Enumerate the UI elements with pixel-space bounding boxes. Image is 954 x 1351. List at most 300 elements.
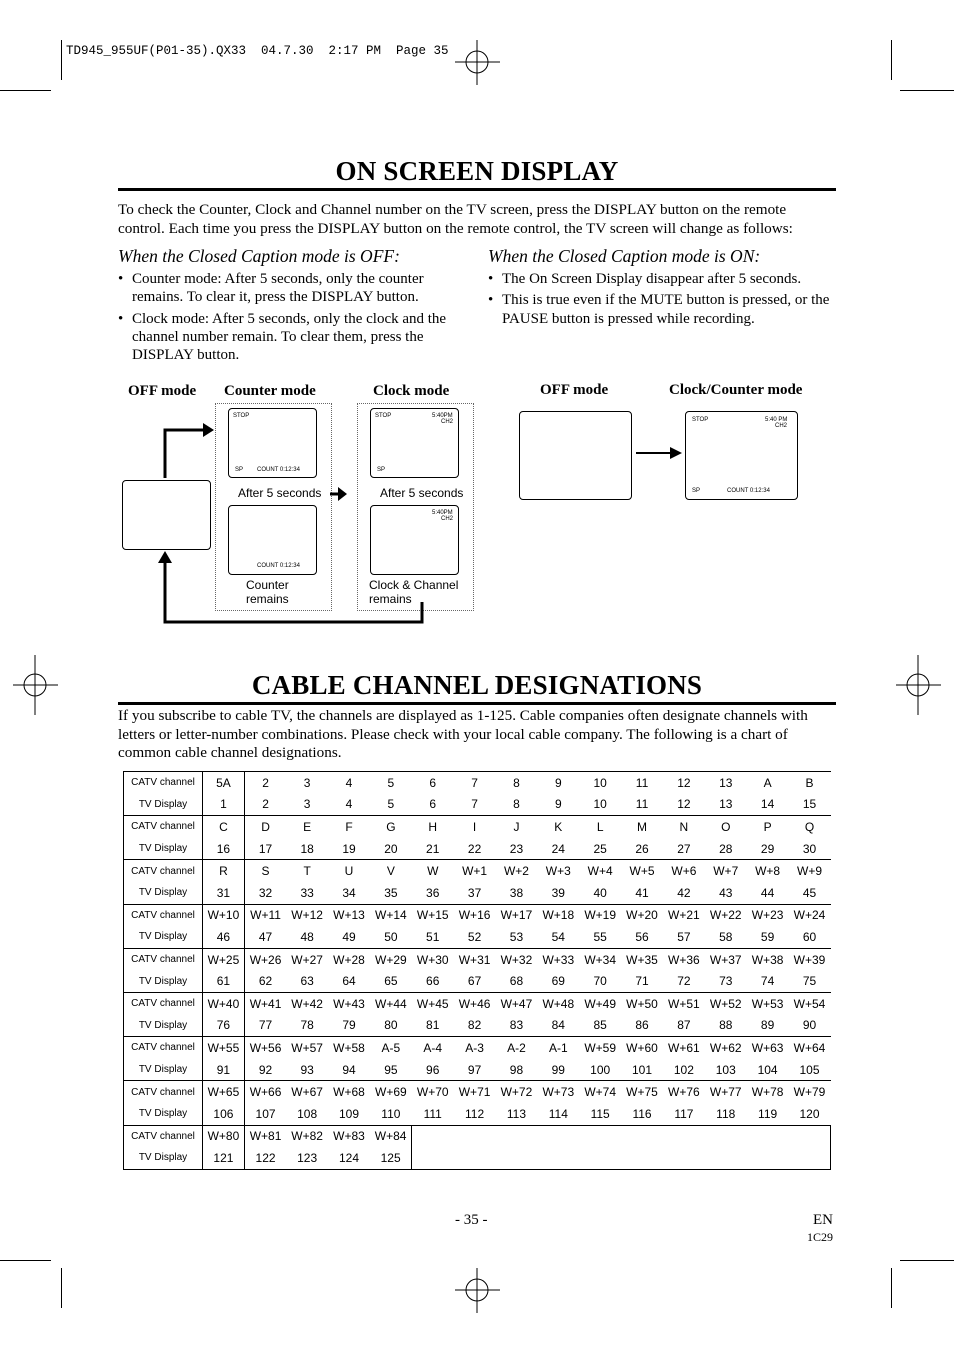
catv-channel-cell: K [537,816,579,838]
tv-display-cell: 51 [412,926,454,948]
tv-display-cell: 34 [328,882,370,904]
tv-display-cell: 81 [412,1015,454,1037]
catv-channel-cell: W+54 [789,992,831,1014]
tv-display-cell: 90 [789,1015,831,1037]
catv-channel-cell: G [370,816,412,838]
tv-display-cell: 49 [328,926,370,948]
tv-display-cell: 114 [537,1103,579,1125]
catv-channel-cell: W+27 [286,948,328,970]
clock-mode-label: Clock mode [373,383,450,399]
catv-channel-cell: W+35 [621,948,663,970]
catv-channel-cell: W+55 [203,1037,245,1059]
catv-channel-cell: O [705,816,747,838]
catv-channel-cell: W+63 [747,1037,789,1059]
tv-display-cell: 115 [579,1103,621,1125]
count-text: COUNT 0:12:34 [257,563,300,569]
arrow-right-icon [634,444,684,462]
catv-channel-cell: W+21 [663,904,705,926]
tv-display-cell: 42 [663,882,705,904]
list-item: • Clock mode: After 5 seconds, only the clock and the channel number remain. To clear them, press the DISPLAY button. [118,310,458,365]
catv-channel-cell: V [370,860,412,882]
tv-display-cell: 39 [537,882,579,904]
list-item: • This is true even if the MUTE button is pressed, or the PAUSE button is pressed while recording. [488,291,838,328]
catv-channel-cell: W+77 [705,1081,747,1103]
catv-channel-cell: W+73 [537,1081,579,1103]
tv-display-cell: 37 [454,882,496,904]
tv-display-cell: 55 [579,926,621,948]
table-row [124,904,831,926]
crop-mark [900,1260,954,1261]
sp-text: SP [692,488,701,494]
list-item: • The On Screen Display disappear after 5 seconds. [488,270,838,288]
catv-channel-cell: W+53 [747,992,789,1014]
cc-on-bullets [488,270,838,331]
tv-display-cell: 32 [244,882,286,904]
tv-display-cell: 69 [537,970,579,992]
row-header: TV Display [124,970,203,992]
catv-channel-cell: I [454,816,496,838]
tv-display-cell: 17 [244,838,286,860]
tv-display-cell: 94 [328,1059,370,1081]
catv-channel-cell: 13 [705,772,747,794]
tv-display-cell: 118 [705,1103,747,1125]
catv-channel-cell: W+43 [328,992,370,1014]
arrow-up-icon [158,551,172,563]
tv-display-cell: 24 [537,838,579,860]
catv-channel-cell: W+34 [579,948,621,970]
catv-channel-cell: P [747,816,789,838]
page-number: - 35 - [455,1212,488,1228]
tv-display-cell: 109 [328,1103,370,1125]
tv-display-cell: 16 [203,838,245,860]
table-row [124,794,831,816]
tv-display-cell: 97 [454,1059,496,1081]
count-text: COUNT 0:12:34 [257,467,300,473]
table-row [124,1103,831,1125]
tv-display-cell: 11 [621,794,663,816]
tv-display-cell: 122 [244,1147,286,1169]
catv-channel-cell: W+14 [370,904,412,926]
tv-display-cell: 76 [203,1015,245,1037]
catv-channel-cell: W+50 [621,992,663,1014]
catv-channel-cell: A-4 [412,1037,454,1059]
catv-channel-cell: W+8 [747,860,789,882]
tv-display-cell: 108 [286,1103,328,1125]
catv-channel-cell: W+64 [789,1037,831,1059]
tv-display-cell: 52 [454,926,496,948]
catv-channel-cell: A-1 [537,1037,579,1059]
catv-channel-cell: W+3 [537,860,579,882]
catv-channel-cell: W+24 [789,904,831,926]
tv-display-cell: 68 [496,970,538,992]
catv-channel-cell: 4 [328,772,370,794]
tv-display-cell: 26 [621,838,663,860]
tv-display-cell: 79 [328,1015,370,1037]
tv-display-cell: 58 [705,926,747,948]
row-header: CATV channel [124,860,203,882]
catv-channel-cell: N [663,816,705,838]
tv-display-cell: 116 [621,1103,663,1125]
catv-channel-cell: W+11 [244,904,286,926]
catv-channel-cell: 11 [621,772,663,794]
crop-mark [900,90,954,91]
catv-channel-cell: W+36 [663,948,705,970]
tv-display-cell: 96 [412,1059,454,1081]
title-rule [118,188,836,191]
tv-display-cell: 31 [203,882,245,904]
catv-channel-cell: 5A [203,772,245,794]
table-row [124,1125,831,1147]
table-row [124,772,831,794]
catv-channel-cell: W+57 [286,1037,328,1059]
tv-display-cell: 78 [286,1015,328,1037]
crop-mark [61,40,62,80]
tv-display-cell: 80 [370,1015,412,1037]
table-row [124,860,831,882]
catv-channel-cell: W+56 [244,1037,286,1059]
catv-channel-cell: W+67 [286,1081,328,1103]
catv-channel-cell: U [328,860,370,882]
tv-display-cell: 119 [747,1103,789,1125]
catv-channel-cell: A [747,772,789,794]
catv-channel-cell: W+58 [328,1037,370,1059]
catv-channel-cell: W+10 [203,904,245,926]
tv-display-cell: 45 [789,882,831,904]
crop-mark [61,1268,62,1308]
tv-display-cell: 35 [370,882,412,904]
tv-display-cell: 111 [412,1103,454,1125]
catv-channel-cell: W+68 [328,1081,370,1103]
tv-display-cell: 36 [412,882,454,904]
empty-cell [412,1125,831,1169]
tv-display-cell: 27 [663,838,705,860]
catv-channel-cell: 9 [537,772,579,794]
tv-display-cell: 110 [370,1103,412,1125]
tv-display-cell: 105 [789,1059,831,1081]
catv-channel-cell: W+61 [663,1037,705,1059]
catv-channel-cell: W+28 [328,948,370,970]
tv-display-cell: 67 [454,970,496,992]
tv-display-cell: 70 [579,970,621,992]
arrow-right-icon [338,487,347,501]
tv-display-cell: 75 [789,970,831,992]
catv-channel-cell: W+48 [537,992,579,1014]
flow-arrows [150,420,450,630]
tv-display-cell: 72 [663,970,705,992]
tv-display-cell: 22 [454,838,496,860]
tv-display-cell: 89 [747,1015,789,1037]
tv-display-cell: 62 [244,970,286,992]
catv-channel-cell: W+5 [621,860,663,882]
catv-channel-cell: W+41 [244,992,286,1014]
table-row [124,1015,831,1037]
catv-channel-cell: 2 [244,772,286,794]
tv-display-cell: 82 [454,1015,496,1037]
catv-channel-cell: W+31 [454,948,496,970]
catv-channel-cell: C [203,816,245,838]
channel-text: CH2 [775,423,788,429]
row-header: CATV channel [124,1037,203,1059]
catv-channel-cell: W+19 [579,904,621,926]
tv-display-cell: 106 [203,1103,245,1125]
tv-display-cell: 71 [621,970,663,992]
tv-display-cell: 13 [705,794,747,816]
catv-channel-cell: W+7 [705,860,747,882]
row-header: TV Display [124,1015,203,1037]
catv-channel-cell: T [286,860,328,882]
print-slug: TD945_955UF(P01-35).QX33 04.7.30 2:17 PM Page 35 [66,44,449,58]
catv-channel-cell: W+32 [496,948,538,970]
off-mode-label: OFF mode [128,383,197,399]
registration-mark-top [455,40,500,85]
catv-channel-cell: H [412,816,454,838]
catv-channel-cell: W+4 [579,860,621,882]
tv-display-cell: 44 [747,882,789,904]
catv-channel-cell: W+47 [496,992,538,1014]
registration-mark-bottom [455,1268,500,1313]
tv-display-cell: 18 [286,838,328,860]
tv-display-cell: 14 [747,794,789,816]
tv-display-cell: 7 [454,794,496,816]
tv-display-cell: 8 [496,794,538,816]
cable-title: CABLE CHANNEL DESIGNATIONS [251,670,703,700]
sp-text: SP [377,467,386,473]
cable-channel-table [123,771,831,1170]
tv-display-cell: 53 [496,926,538,948]
stop-text: STOP [233,413,250,419]
cable-intro: If you subscribe to cable TV, the channels are displayed as 1-125. Cable companies often designate channels with letters or letter-number combinations. Please check with your local cable company. The following is a chart of common cable channel designations. [118,707,808,761]
row-header: CATV channel [124,816,203,838]
catv-channel-cell: W+84 [370,1125,412,1147]
catv-channel-cell: W+74 [579,1081,621,1103]
tv-display-cell: 73 [705,970,747,992]
tv-display-cell: 29 [747,838,789,860]
tv-display-cell: 28 [705,838,747,860]
catv-channel-cell: W+65 [203,1081,245,1103]
catv-channel-cell: W+18 [537,904,579,926]
clock-counter-mode-label: Clock/Counter mode [669,382,803,398]
row-header: TV Display [124,926,203,948]
catv-channel-cell: W+80 [203,1125,245,1147]
tv-display-cell: 93 [286,1059,328,1081]
catv-channel-cell: J [496,816,538,838]
catv-channel-cell: W+44 [370,992,412,1014]
tv-display-cell: 120 [789,1103,831,1125]
tv-screen-clock-counter [685,411,798,500]
catv-channel-cell: W+69 [370,1081,412,1103]
osd-intro: To check the Counter, Clock and Channel number on the TV screen, press the DISPLAY button on the remote control. Each time you press the DISPLAY button on the remote control, the TV screen will change as follows: [118,201,793,237]
crop-mark [891,40,892,80]
row-header: TV Display [124,1059,203,1081]
stop-text: STOP [375,413,392,419]
tv-display-cell: 117 [663,1103,705,1125]
catv-channel-cell: W+1 [454,860,496,882]
tv-display-cell: 54 [537,926,579,948]
table-row [124,948,831,970]
cc-off-heading: When the Closed Caption mode is OFF: [118,246,400,266]
catv-channel-cell: W+30 [412,948,454,970]
catv-channel-cell: E [286,816,328,838]
catv-channel-cell: W [412,860,454,882]
clock-channel-remains-caption: Clock & Channel remains [369,578,459,606]
tv-display-cell: 91 [203,1059,245,1081]
catv-channel-cell: A-5 [370,1037,412,1059]
catv-channel-cell: W+70 [412,1081,454,1103]
tv-display-cell: 65 [370,970,412,992]
catv-channel-cell: W+78 [747,1081,789,1103]
document-code: 1C29 [807,1230,834,1244]
tv-display-cell: 99 [537,1059,579,1081]
row-header: CATV channel [124,904,203,926]
catv-channel-cell: W+29 [370,948,412,970]
tv-display-cell: 3 [286,794,328,816]
tv-display-cell: 86 [621,1015,663,1037]
list-item: • Counter mode: After 5 seconds, only the counter remains. To clear it, press the DISPLAY button. [118,270,458,307]
tv-display-cell: 56 [621,926,663,948]
tv-display-cell: 33 [286,882,328,904]
language-code: EN [813,1212,833,1228]
catv-channel-cell: B [789,772,831,794]
catv-channel-cell: W+49 [579,992,621,1014]
table-row [124,1037,831,1059]
catv-channel-cell: W+45 [412,992,454,1014]
osd-title: ON SCREEN DISPLAY [335,156,619,186]
tv-display-cell: 84 [537,1015,579,1037]
catv-channel-cell: W+9 [789,860,831,882]
title-rule [118,702,836,705]
tv-display-cell: 20 [370,838,412,860]
tv-display-cell: 60 [789,926,831,948]
tv-display-cell: 41 [621,882,663,904]
tv-display-cell: 25 [579,838,621,860]
tv-display-cell: 64 [328,970,370,992]
catv-channel-cell: W+12 [286,904,328,926]
clock-text: 5:40PM [432,413,453,419]
tv-display-cell: 123 [286,1147,328,1169]
tv-display-cell: 21 [412,838,454,860]
catv-channel-cell: W+17 [496,904,538,926]
off-mode-label-2: OFF mode [540,382,609,398]
tv-display-cell: 66 [412,970,454,992]
tv-display-cell: 113 [496,1103,538,1125]
catv-channel-cell: W+6 [663,860,705,882]
catv-channel-cell: W+72 [496,1081,538,1103]
catv-channel-cell: 6 [412,772,454,794]
table-row [124,992,831,1014]
catv-channel-cell: W+81 [244,1125,286,1147]
registration-mark-left [13,655,58,715]
crop-mark [891,1268,892,1308]
catv-channel-cell: W+59 [579,1037,621,1059]
catv-channel-cell: W+16 [454,904,496,926]
catv-channel-cell: S [244,860,286,882]
tv-display-cell: 125 [370,1147,412,1169]
table-row [124,1059,831,1081]
catv-channel-cell: 12 [663,772,705,794]
catv-channel-cell: F [328,816,370,838]
catv-channel-cell: A-2 [496,1037,538,1059]
table-row [124,838,831,860]
tv-display-cell: 40 [579,882,621,904]
tv-display-cell: 61 [203,970,245,992]
tv-display-cell: 47 [244,926,286,948]
catv-channel-cell: 5 [370,772,412,794]
catv-channel-cell: R [203,860,245,882]
catv-channel-cell: W+38 [747,948,789,970]
tv-display-cell: 9 [537,794,579,816]
tv-display-cell: 101 [621,1059,663,1081]
catv-channel-cell: 8 [496,772,538,794]
tv-display-cell: 10 [579,794,621,816]
catv-channel-cell: W+26 [244,948,286,970]
tv-display-cell: 107 [244,1103,286,1125]
catv-channel-cell: W+46 [454,992,496,1014]
tv-display-cell: 19 [328,838,370,860]
row-header: CATV channel [124,992,203,1014]
tv-display-cell: 104 [747,1059,789,1081]
catv-channel-cell: 10 [579,772,621,794]
clock-text: 5:40PM [432,510,453,516]
row-header: CATV channel [124,1081,203,1103]
row-header: CATV channel [124,1125,203,1147]
catv-channel-cell: W+71 [454,1081,496,1103]
catv-channel-cell: W+33 [537,948,579,970]
catv-channel-cell: W+75 [621,1081,663,1103]
cc-off-bullets [118,270,458,367]
catv-channel-cell: W+52 [705,992,747,1014]
channel-text: CH2 [441,516,454,522]
tv-display-cell: 46 [203,926,245,948]
catv-channel-cell: W+40 [203,992,245,1014]
tv-display-cell: 43 [705,882,747,904]
clock-text: 5:40 PM [765,417,788,423]
catv-channel-cell: W+25 [203,948,245,970]
catv-channel-cell: W+83 [328,1125,370,1147]
tv-display-cell: 100 [579,1059,621,1081]
tv-display-cell: 15 [789,794,831,816]
catv-channel-cell: Q [789,816,831,838]
after-5-seconds-caption: After 5 seconds [380,486,464,500]
catv-channel-cell: W+20 [621,904,663,926]
tv-display-cell: 102 [663,1059,705,1081]
catv-channel-cell: W+82 [286,1125,328,1147]
table-row [124,816,831,838]
catv-channel-cell: D [244,816,286,838]
registration-mark-right [896,655,941,715]
tv-display-cell: 92 [244,1059,286,1081]
tv-display-cell: 103 [705,1059,747,1081]
tv-display-cell: 57 [663,926,705,948]
tv-display-cell: 121 [203,1147,245,1169]
tv-display-cell: 12 [663,794,705,816]
row-header: CATV channel [124,948,203,970]
catv-channel-cell: W+66 [244,1081,286,1103]
catv-channel-cell: W+42 [286,992,328,1014]
catv-channel-cell: 3 [286,772,328,794]
tv-display-cell: 1 [203,794,245,816]
row-header: TV Display [124,882,203,904]
catv-channel-cell: W+22 [705,904,747,926]
table-row [124,926,831,948]
catv-channel-cell: W+37 [705,948,747,970]
catv-channel-cell: W+15 [412,904,454,926]
catv-channel-cell: A-3 [454,1037,496,1059]
tv-display-cell: 63 [286,970,328,992]
table-row [124,970,831,992]
catv-channel-cell: W+62 [705,1037,747,1059]
channel-text: CH2 [441,419,454,425]
crop-mark [0,90,51,91]
